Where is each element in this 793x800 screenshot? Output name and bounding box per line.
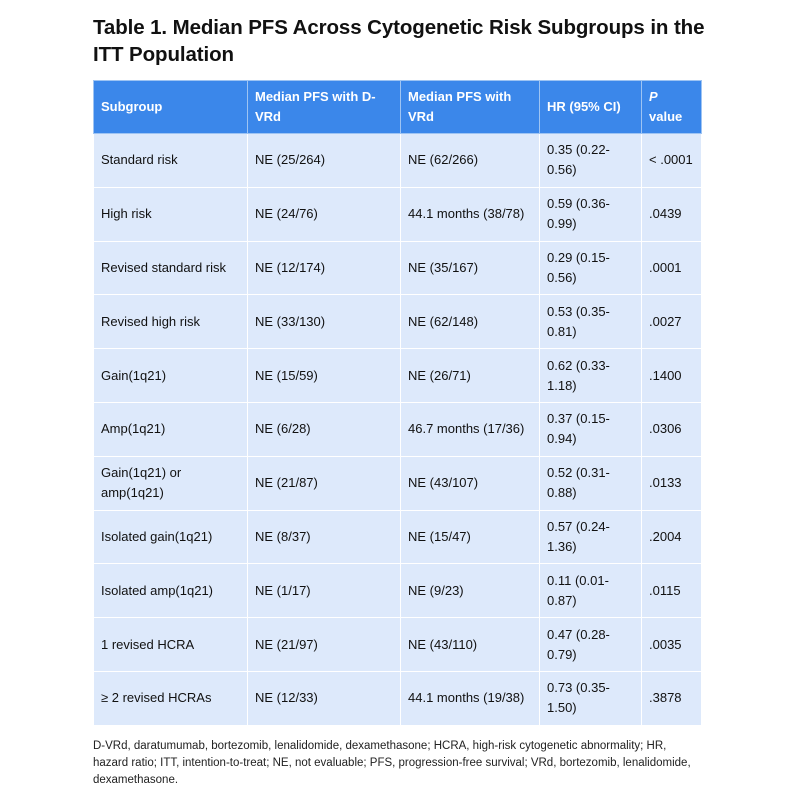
table-title: Table 1. Median PFS Across Cytogenetic Risk Subgroups in the ITT Population (93, 16, 705, 66)
table-row (94, 671, 702, 725)
cell-hazard-ratio: 0.29 (0.15-0.56) (540, 241, 642, 295)
cell-hazard-ratio: 0.59 (0.36-0.99) (540, 187, 642, 241)
cell-median-pfs-vrd: NE (9/23) (401, 564, 540, 618)
cell-subgroup: Isolated gain(1q21) (94, 510, 248, 564)
cell-median-pfs-dvrd: NE (33/130) (248, 295, 401, 349)
header-p-value (642, 81, 702, 134)
header-p-rest: value (649, 109, 683, 124)
table-row (94, 564, 702, 618)
cell-subgroup: Isolated amp(1q21) (94, 564, 248, 618)
cell-median-pfs-vrd: NE (43/110) (401, 618, 540, 672)
cell-p-value: < .0001 (642, 134, 702, 188)
cell-subgroup: Gain(1q21) or amp(1q21) (94, 456, 248, 510)
table-row (94, 241, 702, 295)
cell-hazard-ratio: 0.53 (0.35-0.81) (540, 295, 642, 349)
cell-p-value: .1400 (642, 349, 702, 403)
table-row (94, 295, 702, 349)
cell-median-pfs-vrd: NE (62/266) (401, 134, 540, 188)
cell-median-pfs-vrd: 46.7 months (17/36) (401, 402, 540, 456)
table-header-row (94, 81, 702, 134)
cell-median-pfs-vrd: NE (35/167) (401, 241, 540, 295)
table-row (94, 510, 702, 564)
cell-median-pfs-dvrd: NE (25/264) (248, 134, 401, 188)
cell-subgroup: ≥ 2 revised HCRAs (94, 671, 248, 725)
cell-hazard-ratio: 0.37 (0.15-0.94) (540, 402, 642, 456)
cell-hazard-ratio: 0.52 (0.31-0.88) (540, 456, 642, 510)
cell-subgroup: Standard risk (94, 134, 248, 188)
table-footnote: D-VRd, daratumumab, bortezomib, lenalidomide, dexamethasone; HCRA, high-risk cytogenetic abnormality; HR, hazard ratio; ITT, intention-to-treat; NE, not evaluable; PFS, progression-free survival; VRd, bortezomib, lenalidomide, dexamethasone. (93, 740, 691, 786)
cell-p-value: .0115 (642, 564, 702, 618)
cell-median-pfs-vrd: 44.1 months (19/38) (401, 671, 540, 725)
table-row (94, 456, 702, 510)
table-row (94, 187, 702, 241)
table-row (94, 618, 702, 672)
cell-p-value: .0133 (642, 456, 702, 510)
header-hazard-ratio: HR (95% CI) (540, 81, 642, 134)
cell-median-pfs-dvrd: NE (21/87) (248, 456, 401, 510)
cell-p-value: .0027 (642, 295, 702, 349)
header-median-pfs-dvrd: Median PFS with D-VRd (248, 81, 401, 134)
cell-median-pfs-vrd: NE (43/107) (401, 456, 540, 510)
cell-subgroup: 1 revised HCRA (94, 618, 248, 672)
cell-median-pfs-dvrd: NE (24/76) (248, 187, 401, 241)
cell-median-pfs-dvrd: NE (8/37) (248, 510, 401, 564)
cell-median-pfs-vrd: 44.1 months (38/78) (401, 187, 540, 241)
header-p-letter: P (649, 89, 658, 104)
cell-hazard-ratio: 0.62 (0.33-1.18) (540, 349, 642, 403)
table-body (94, 134, 702, 726)
cell-median-pfs-dvrd: NE (15/59) (248, 349, 401, 403)
cell-p-value: .0439 (642, 187, 702, 241)
cell-median-pfs-dvrd: NE (12/33) (248, 671, 401, 725)
cell-p-value: .3878 (642, 671, 702, 725)
cell-hazard-ratio: 0.73 (0.35-1.50) (540, 671, 642, 725)
cell-subgroup: Revised high risk (94, 295, 248, 349)
cell-median-pfs-dvrd: NE (1/17) (248, 564, 401, 618)
cell-p-value: .0001 (642, 241, 702, 295)
cell-subgroup: Amp(1q21) (94, 402, 248, 456)
header-subgroup: Subgroup (94, 81, 248, 134)
cell-subgroup: Gain(1q21) (94, 349, 248, 403)
cell-median-pfs-dvrd: NE (21/97) (248, 618, 401, 672)
cell-subgroup: High risk (94, 187, 248, 241)
cell-p-value: .2004 (642, 510, 702, 564)
cell-subgroup: Revised standard risk (94, 241, 248, 295)
cell-p-value: .0035 (642, 618, 702, 672)
cell-hazard-ratio: 0.47 (0.28-0.79) (540, 618, 642, 672)
cell-hazard-ratio: 0.57 (0.24-1.36) (540, 510, 642, 564)
cell-median-pfs-vrd: NE (62/148) (401, 295, 540, 349)
pfs-table (93, 80, 702, 726)
cell-median-pfs-dvrd: NE (6/28) (248, 402, 401, 456)
cell-hazard-ratio: 0.35 (0.22-0.56) (540, 134, 642, 188)
table-row (94, 134, 702, 188)
table-row (94, 402, 702, 456)
cell-median-pfs-dvrd: NE (12/174) (248, 241, 401, 295)
cell-p-value: .0306 (642, 402, 702, 456)
table-row (94, 349, 702, 403)
header-median-pfs-vrd: Median PFS with VRd (401, 81, 540, 134)
cell-hazard-ratio: 0.11 (0.01-0.87) (540, 564, 642, 618)
cell-median-pfs-vrd: NE (26/71) (401, 349, 540, 403)
cell-median-pfs-vrd: NE (15/47) (401, 510, 540, 564)
